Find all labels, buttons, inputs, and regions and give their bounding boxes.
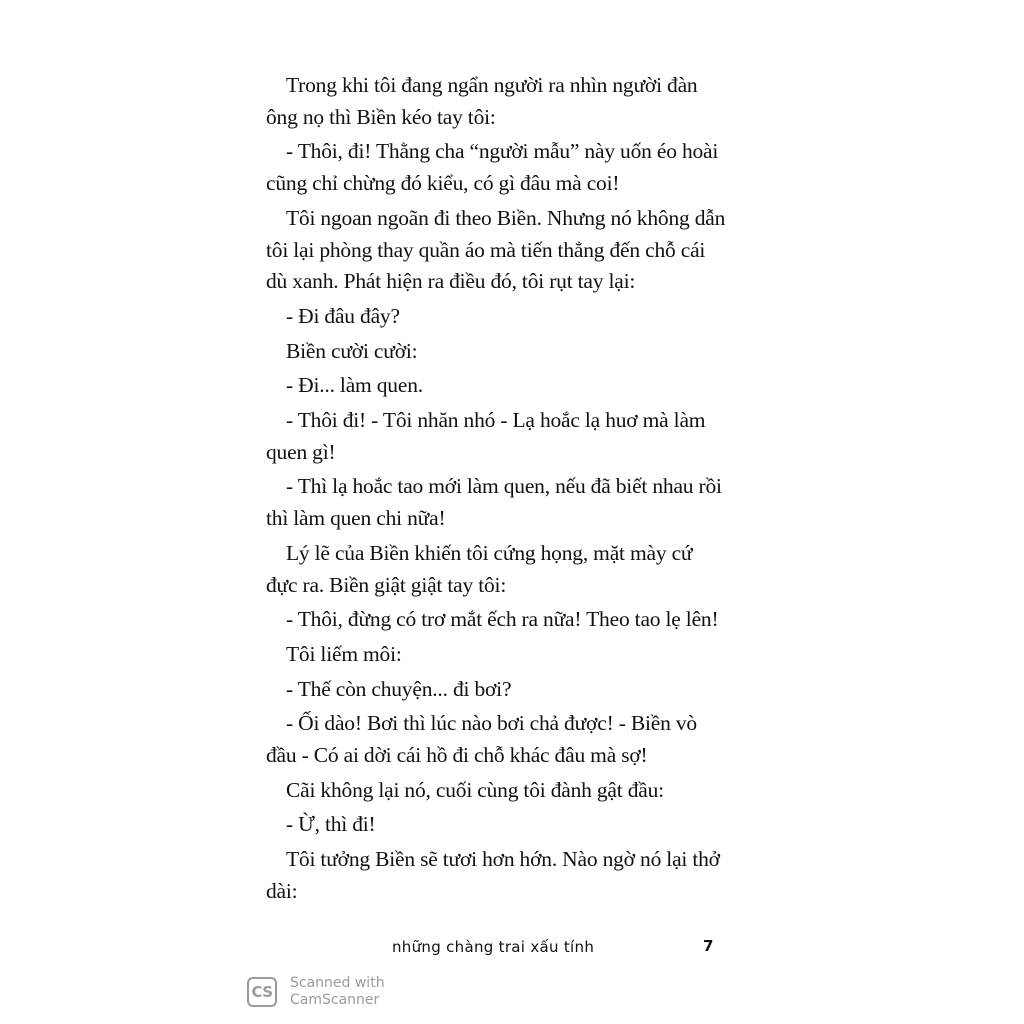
paragraph: Trong khi tôi đang ngẩn người ra nhìn người đàn ông nọ thì Biền kéo tay tôi:: [266, 73, 698, 129]
watermark-line-2: CamScanner: [290, 992, 380, 1008]
paragraph: - Ừ, thì đi!: [286, 812, 376, 837]
camscanner-watermark: [247, 975, 385, 1009]
paragraph: - Đi đâu đây?: [286, 303, 400, 328]
paragraph: Tôi ngoan ngoãn đi theo Biền. Nhưng nó không dẫn tôi lại phòng thay quần áo mà tiến thẳng đến chỗ cái dù xanh. Phát hiện ra điều đó, tôi rụt tay lại:: [266, 205, 726, 294]
paragraph: Tôi tưởng Biền sẽ tươi hơn hớn. Nào ngờ nó lại thở dài:: [266, 847, 720, 903]
page-number: 7: [703, 937, 714, 955]
paragraph: - Đi... làm quen.: [286, 373, 423, 398]
paragraph: - Thôi, đi! Thằng cha “người mẫu” này uốn éo hoài cũng chỉ chừng đó kiểu, có gì đâu mà coi!: [266, 139, 719, 196]
paragraph: Lý lẽ của Biền khiến tôi cứng họng, mặt mày cứ đực ra. Biền giật giật tay tôi:: [266, 540, 693, 597]
paragraph: - Thôi, đừng có trơ mắt ếch ra nữa! Theo tao lẹ lên!: [286, 607, 719, 632]
watermark-line-1: Scanned with: [290, 975, 385, 991]
paragraph: - Ối dào! Bơi thì lúc nào bơi chả được! - Biền vò đầu - Có ai dời cái hồ đi chỗ khác đâu mà sợ!: [266, 711, 697, 768]
paragraph: Cãi không lại nó, cuối cùng tôi đành gật đầu:: [286, 777, 664, 802]
running-footer-title: những chàng trai xấu tính: [392, 938, 595, 956]
paragraph: - Thôi đi! - Tôi nhăn nhó - Lạ hoắc lạ huơ mà làm quen gì!: [266, 408, 706, 464]
paragraph: - Thế còn chuyện... đi bơi?: [286, 676, 512, 701]
watermark-text: [290, 975, 385, 1009]
paragraph: Tôi liếm môi:: [286, 641, 402, 666]
paragraph: Biền cười cười:: [286, 338, 418, 363]
paragraph: - Thì lạ hoắc tao mới làm quen, nếu đã biết nhau rồi thì làm quen chi nữa!: [266, 474, 722, 531]
camscanner-logo-icon: CS: [247, 977, 277, 1007]
story-text: [266, 70, 726, 908]
